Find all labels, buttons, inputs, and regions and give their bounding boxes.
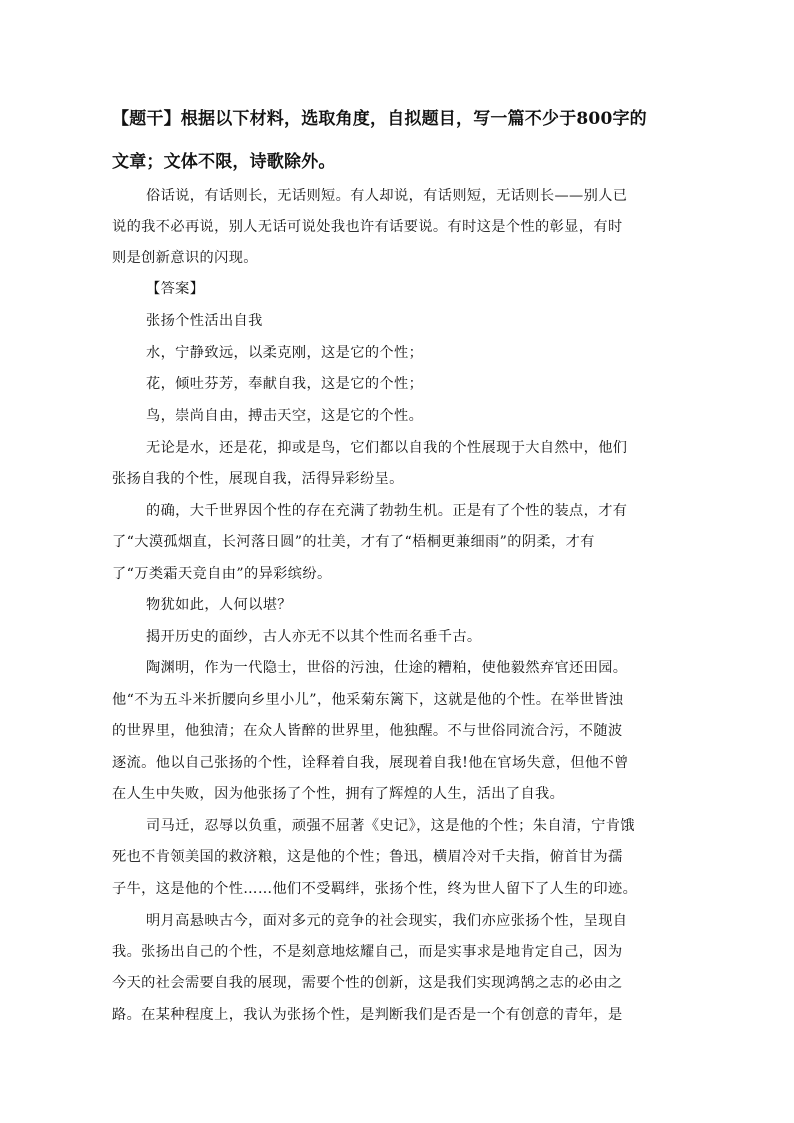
question-title-line-2: 文章；文体不限，诗歌除外。 (112, 152, 336, 172)
text-line: 俗话说，有话则长，无话则短。有人却说，有话则短，无话则长——别人已 (146, 188, 628, 204)
answer-heading: 【答案】 (146, 281, 205, 297)
text-line: 水，宁静致远，以柔克刚，这是它的个性； (146, 345, 424, 361)
text-line: 的确，大千世界因个性的存在充满了勃勃生机。正是有了个性的装点，才有 (146, 503, 628, 519)
text-line: 无论是水，还是花，抑或是鸟，它们都以自我的个性展现于大自然中，他们 (146, 440, 628, 456)
text-line: 在人生中失败，因为他张扬了个性，拥有了辉煌的人生，活出了自我。 (112, 786, 565, 802)
text-line: 了“万类霜天竞自由”的异彩缤纷。 (112, 566, 332, 582)
text-line: 则是创新意识的闪现。 (112, 250, 258, 266)
text-line: 他“不为五斗米折腰向乡里小儿”，他采菊东篱下，这就是他的个性。在举世皆浊 (112, 692, 624, 708)
text-line: 我。张扬出自己的个性，不是刻意地炫耀自己，而是实事求是地肯定自己，因为 (112, 944, 623, 960)
text-line: 逐流。他以自己张扬的个性，诠释着自我，展现着自我!他在官场失意，但他不曾 (112, 755, 629, 771)
text-line: 了“大漠孤烟直，长河落日圆”的壮美，才有了“梧桐更兼细雨”的阴柔，才有 (112, 534, 595, 550)
text-line: 鸟，崇尚自由，搏击天空，这是它的个性。 (146, 408, 424, 424)
text-line: 死也不肯领美国的救济粮，这是他的个性；鲁迅，横眉冷对千夫指，俯首甘为孺 (112, 849, 623, 865)
text-line: 子牛，这是他的个性……他们不受羁绊，张扬个性，终为世人留下了人生的印迹。 (112, 881, 638, 897)
text-line: 张扬自我的个性，展现自我，活得异彩纷呈。 (112, 471, 404, 487)
text-line: 花，倾吐芬芳，奉献自我，这是它的个性； (146, 376, 424, 392)
text-line: 明月高悬映古今，面对多元的竞争的社会现实，我们亦应张扬个性，呈现自 (146, 913, 628, 929)
text-line: 今天的社会需要自我的展现，需要个性的创新，这是我们实现鸿鹄之志的必由之 (112, 975, 623, 991)
text-line: 陶渊明，作为一代隐士，世俗的污浊，仕途的糟粕，使他毅然弃官还田园。 (146, 660, 628, 676)
text-line: 说的我不必再说，别人无话可说处我也许有话要说。有时这是个性的彰显，有时 (112, 219, 623, 235)
text-line: 的世界里，他独清；在众人皆醉的世界里，他独醒。不与世俗同流合污，不随波 (112, 723, 623, 739)
question-title-line-1: 【题干】根据以下材料，选取角度，自拟题目，写一篇不少于800字的 (112, 109, 647, 129)
text-line: 司马迁，忍辱以负重，顽强不屈著《史记》，这是他的个性；朱自清，宁肯饿 (146, 818, 635, 834)
text-line: 物犹如此，人何以堪？ (146, 597, 292, 613)
essay-title: 张扬个性活出自我 (146, 313, 263, 329)
text-line: 揭开历史的面纱，古人亦无不以其个性而名垂千古。 (146, 629, 482, 645)
text-line: 路。在某种程度上，我认为张扬个性，是判断我们是否是一个有创意的青年，是 (112, 1007, 623, 1023)
